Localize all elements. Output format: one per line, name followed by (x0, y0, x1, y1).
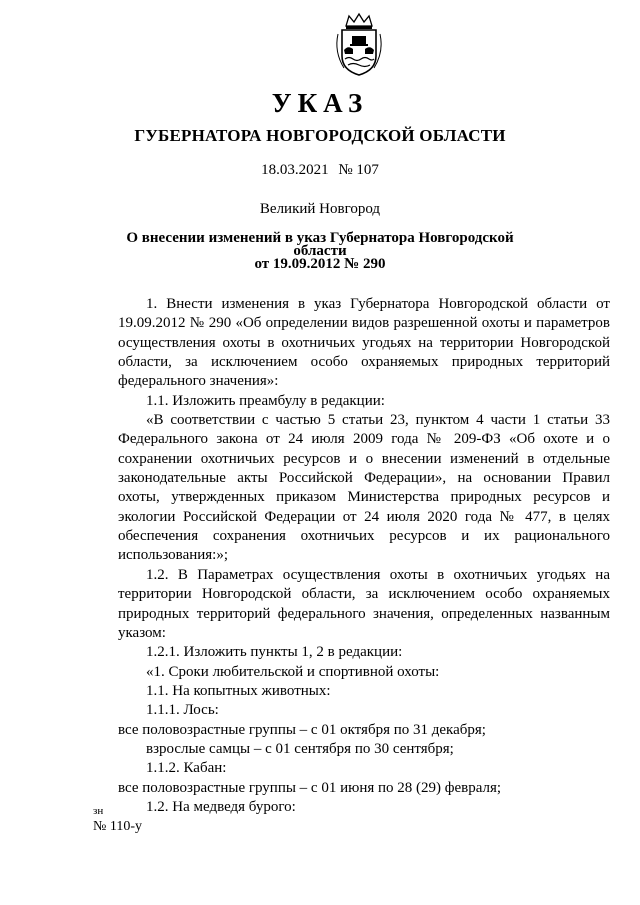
document-city: Великий Новгород (259, 201, 381, 217)
paragraph-1-2-1: 1.2.1. Изложить пункты 1, 2 в редакции: (146, 644, 403, 661)
document-footer (93, 803, 142, 835)
footer-code: зн (93, 805, 104, 817)
quote-item-1-2: 1.2. На медведя бурого: (146, 798, 296, 815)
paragraph-1: 1. Внести изменения в указ Губернатора Новгородской области от 19.09.2012 № 290 «Об определении видов разрешенной охоты и параметров осуществления охоты в охотничьих угодьях на территории Новгородской области, за исключением особо охраняемых природных территорий федерального значения»: (118, 296, 610, 390)
document-number: № 107 (338, 162, 379, 178)
paragraph-1-1: 1.1. Изложить преамбулу в редакции: (146, 392, 385, 409)
quote-item-1-1-1: 1.1.1. Лось: (146, 702, 219, 719)
document-heading (110, 232, 530, 271)
quote-item-1-1-2-a: все половозрастные группы – с 01 июня по 28 (29) февраля; (118, 779, 502, 796)
quote-item-1: «1. Сроки любительской и спортивной охоты: (146, 663, 440, 680)
quote-item-1-1-1-b: взрослые самцы – с 01 сентября по 30 сентября; (146, 740, 454, 757)
heading-line-1: О внесении изменений в указ Губернатора Новгородской области (126, 230, 514, 259)
footer-order-number: № 110-у (93, 819, 142, 834)
quote-item-1-1-1-a: все половозрастные группы – с 01 октября по 31 декабря; (118, 721, 486, 738)
document-issuer: ГУБЕРНАТОРА НОВГОРОДСКОЙ ОБЛАСТИ (134, 126, 506, 145)
document-date: 18.03.2021 (261, 162, 329, 178)
coat-of-arms-icon (332, 12, 386, 78)
paragraph-1-1-text: «В соответствии с частью 5 статьи 23, пунктом 4 части 1 статьи 33 Федерального закона от 24 июля 2009 года № 209-ФЗ «Об охоте и о сохранении охотничьих ресурсов и о внесении изменений в отдельные законодательные акты Российской Федерации», на основании Правил охоты, утвержденных приказом Министерства природных ресурсов и экологии Российской Федерации от 24 июля 2020 года № 477, в целях обеспечения сохранения охотничьих ресурсов и их рационального использования:»; (118, 412, 610, 564)
document-body (118, 295, 610, 817)
paragraph-1-2: 1.2. В Параметрах осуществления охоты в охотничьих угодьях на территории Новгородской области, за исключением особо охраняемых природных территорий федерального значения, определенных названным указом: (118, 566, 610, 641)
quote-item-1-1-2: 1.1.2. Кабан: (146, 760, 227, 777)
document-title: УКАЗ (271, 88, 369, 118)
date-number-line (0, 162, 640, 179)
quote-item-1-1: 1.1. На копытных животных: (146, 682, 331, 699)
heading-line-2: от 19.09.2012 № 290 (254, 256, 386, 272)
